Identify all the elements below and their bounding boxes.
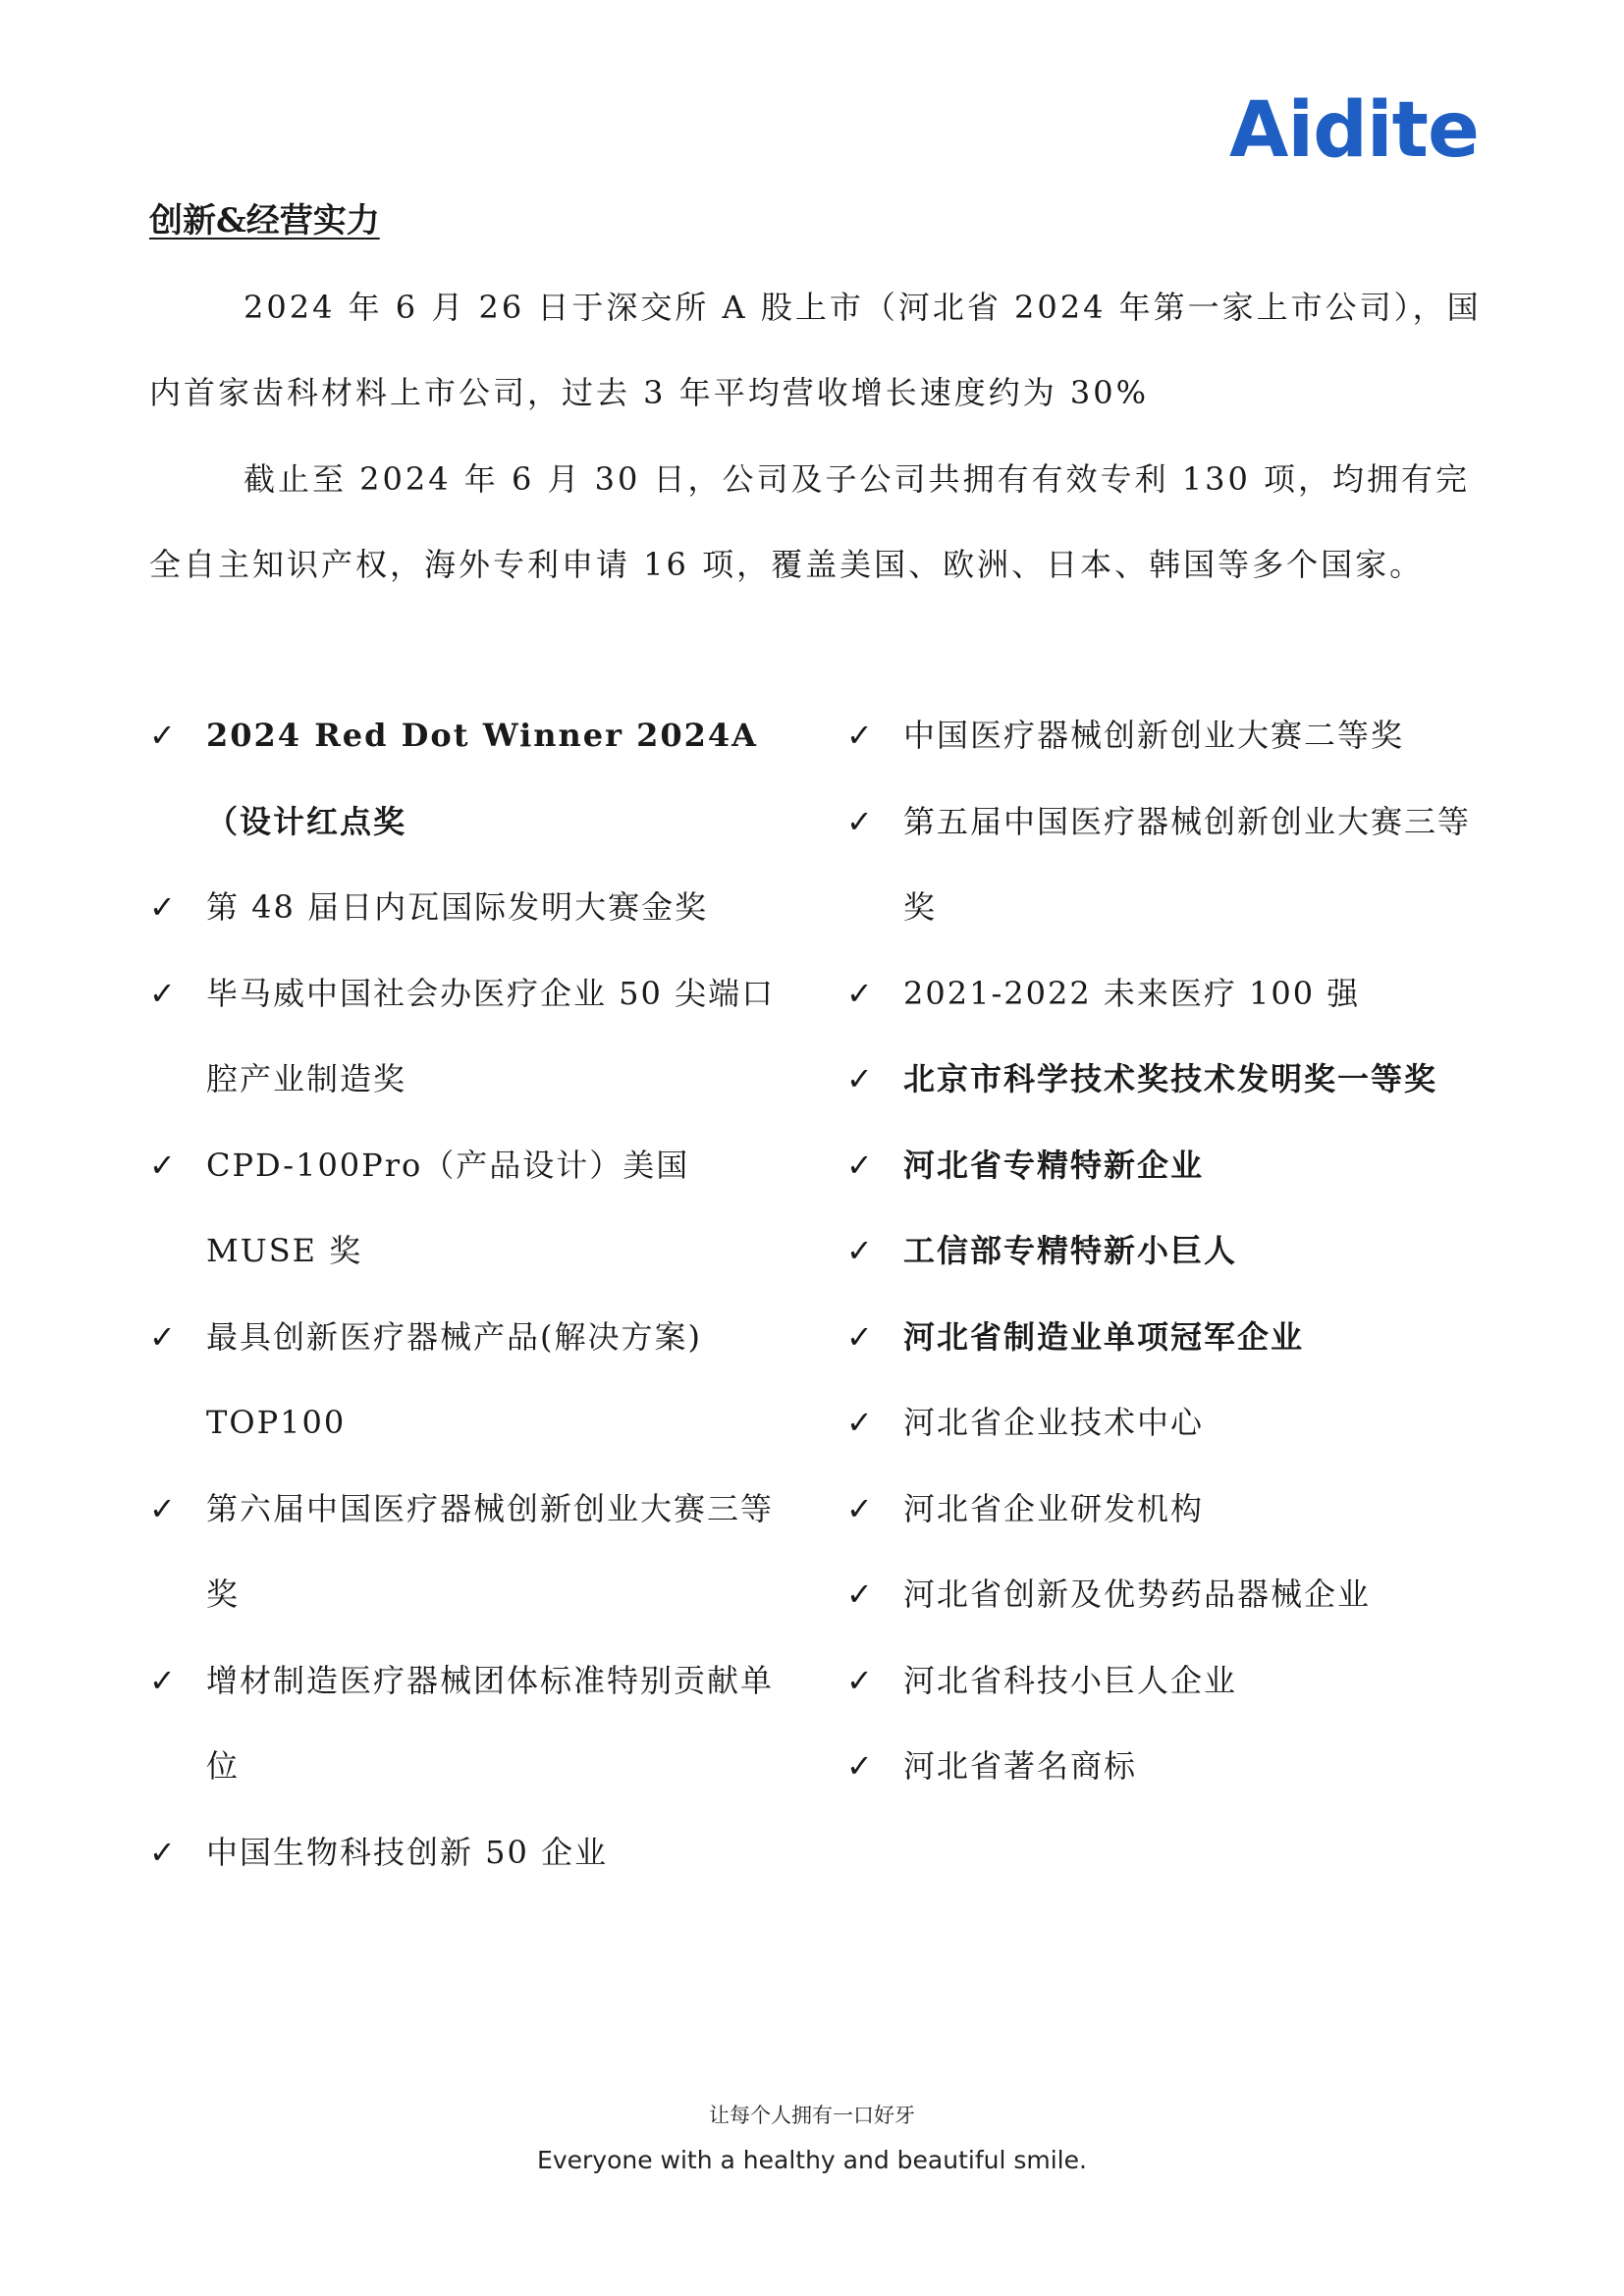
patent-paragraph: 截止至 2024 年 6 月 30 日，公司及子公司共拥有有效专利 130 项，均拥有完全自主知识产权，海外专利申请 16 项，覆盖美国、欧洲、日本、韩国等多个国家。 bbox=[149, 460, 1470, 583]
list-item bbox=[149, 693, 797, 865]
check-icon: ✓ bbox=[846, 802, 875, 840]
list-item bbox=[846, 779, 1494, 951]
award-text: 增材制造医疗器械团体标准特别贡献单位 bbox=[206, 1661, 775, 1785]
check-icon: ✓ bbox=[149, 1833, 178, 1871]
award-text: 河北省创新及优势药品器械企业 bbox=[903, 1575, 1372, 1613]
list-item bbox=[149, 951, 797, 1123]
list-item bbox=[149, 1467, 797, 1638]
check-icon: ✓ bbox=[846, 1747, 875, 1785]
award-text: 河北省科技小巨人企业 bbox=[903, 1661, 1238, 1699]
awards-list-right bbox=[846, 693, 1494, 1810]
list-item bbox=[846, 1380, 1494, 1467]
award-text: 工信部专精特新小巨人 bbox=[903, 1232, 1238, 1269]
award-text: 最具创新医疗器械产品(解决方案) TOP100 bbox=[206, 1317, 702, 1441]
check-icon: ✓ bbox=[149, 974, 178, 1012]
award-text: 中国医疗器械创新创业大赛二等奖 bbox=[903, 717, 1405, 754]
list-item bbox=[846, 1123, 1494, 1209]
award-text: 2024 Red Dot Winner 2024A（设计红点奖 bbox=[206, 717, 758, 840]
check-icon: ✓ bbox=[846, 1404, 875, 1441]
list-item bbox=[846, 693, 1494, 779]
brand-logo: Aidite bbox=[1229, 86, 1479, 175]
check-icon: ✓ bbox=[846, 1232, 875, 1269]
check-icon: ✓ bbox=[149, 1661, 178, 1699]
list-item bbox=[846, 1467, 1494, 1553]
check-icon: ✓ bbox=[149, 888, 178, 926]
list-item bbox=[846, 1037, 1494, 1123]
check-icon: ✓ bbox=[846, 717, 875, 754]
award-text: 河北省制造业单项冠军企业 bbox=[903, 1317, 1305, 1356]
check-icon: ✓ bbox=[846, 974, 875, 1012]
award-text: 第 48 届日内瓦国际发明大赛金奖 bbox=[206, 888, 709, 926]
footer-slogan-cn: 让每个人拥有一口好牙 bbox=[709, 2104, 915, 2127]
list-item bbox=[149, 1123, 797, 1295]
list-item bbox=[846, 1724, 1494, 1810]
section-title: 创新&经营实力 bbox=[149, 201, 380, 240]
list-item bbox=[846, 1295, 1494, 1381]
check-icon: ✓ bbox=[846, 1489, 875, 1527]
award-text: 河北省企业研发机构 bbox=[903, 1489, 1205, 1527]
award-text: 毕马威中国社会办医疗企业 50 尖端口腔产业制造奖 bbox=[206, 974, 776, 1097]
list-item bbox=[149, 1295, 797, 1467]
list-item bbox=[846, 1638, 1494, 1725]
award-text: 第五届中国医疗器械创新创业大赛三等奖 bbox=[903, 802, 1472, 926]
award-text: 第六届中国医疗器械创新创业大赛三等奖 bbox=[206, 1489, 775, 1613]
award-text: 中国生物科技创新 50 企业 bbox=[206, 1833, 609, 1871]
list-item bbox=[846, 951, 1494, 1038]
check-icon: ✓ bbox=[149, 1489, 178, 1527]
list-item bbox=[149, 865, 797, 951]
list-item bbox=[149, 1638, 797, 1810]
check-icon: ✓ bbox=[846, 1575, 875, 1613]
award-text: 河北省专精特新企业 bbox=[903, 1146, 1205, 1184]
check-icon: ✓ bbox=[149, 1146, 178, 1184]
check-icon: ✓ bbox=[846, 1661, 875, 1699]
award-text: 河北省企业技术中心 bbox=[903, 1404, 1205, 1441]
check-icon: ✓ bbox=[846, 1060, 875, 1097]
award-text: 2021-2022 未来医疗 100 强 bbox=[903, 974, 1361, 1012]
check-icon: ✓ bbox=[149, 1317, 178, 1356]
check-icon: ✓ bbox=[846, 1317, 875, 1356]
footer-slogan-en: Everyone with a healthy and beautiful smile. bbox=[537, 2146, 1087, 2174]
award-text: CPD-100Pro（产品设计）美国 MUSE 奖 bbox=[206, 1146, 690, 1269]
awards-list-left bbox=[149, 693, 797, 1896]
award-text: 北京市科学技术奖技术发明奖一等奖 bbox=[903, 1060, 1438, 1097]
award-text: 河北省著名商标 bbox=[903, 1747, 1138, 1785]
list-item bbox=[846, 1208, 1494, 1295]
listing-paragraph: 2024 年 6 月 26 日于深交所 A 股上市（河北省 2024 年第一家上市公司），国内首家齿科材料上市公司，过去 3 年平均营收增长速度约为 30% bbox=[149, 289, 1482, 411]
list-item bbox=[846, 1552, 1494, 1638]
list-item bbox=[149, 1810, 797, 1896]
check-icon: ✓ bbox=[149, 717, 178, 754]
check-icon: ✓ bbox=[846, 1146, 875, 1184]
